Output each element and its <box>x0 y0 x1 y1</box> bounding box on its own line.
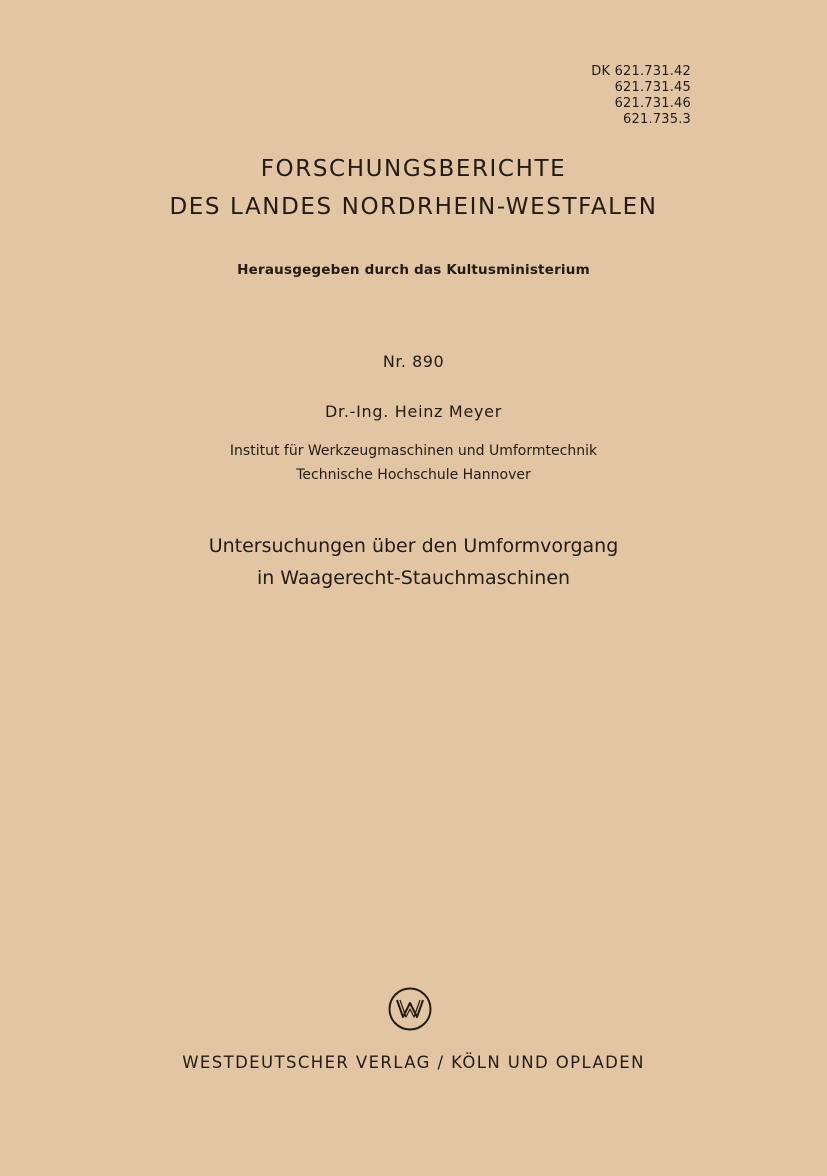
book-title-line-1: Untersuchungen über den Umformvorgang <box>208 535 619 557</box>
book-title-line-2: in Waagerecht-Stauchmaschinen <box>256 567 571 589</box>
author-name: Dr.-Ing. Heinz Meyer <box>325 402 502 421</box>
institute-line-2: Technische Hochschule Hannover <box>296 467 531 483</box>
classification-line-1: DK 621.731.42 <box>591 64 691 79</box>
editor-note: Herausgegeben durch das Kultusministerium <box>237 262 590 278</box>
series-title-line-1: FORSCHUNGSBERICHTE <box>260 156 567 182</box>
report-number: Nr. 890 <box>382 352 445 371</box>
series-title <box>0 150 827 226</box>
classification-line-3: 621.731.46 <box>614 96 691 111</box>
publisher-logo-icon <box>387 986 433 1032</box>
classification-codes <box>591 64 691 128</box>
classification-line-2: 621.731.45 <box>614 80 691 95</box>
institute <box>0 439 827 487</box>
series-title-line-2: DES LANDES NORDRHEIN-WESTFALEN <box>169 194 658 220</box>
classification-line-4: 621.735.3 <box>623 112 691 127</box>
institute-line-1: Institut für Werkzeugmaschinen und Umformtechnik <box>229 443 598 459</box>
publisher-imprint: WESTDEUTSCHER VERLAG / KÖLN UND OPLADEN <box>182 1053 645 1072</box>
book-title <box>0 530 827 594</box>
